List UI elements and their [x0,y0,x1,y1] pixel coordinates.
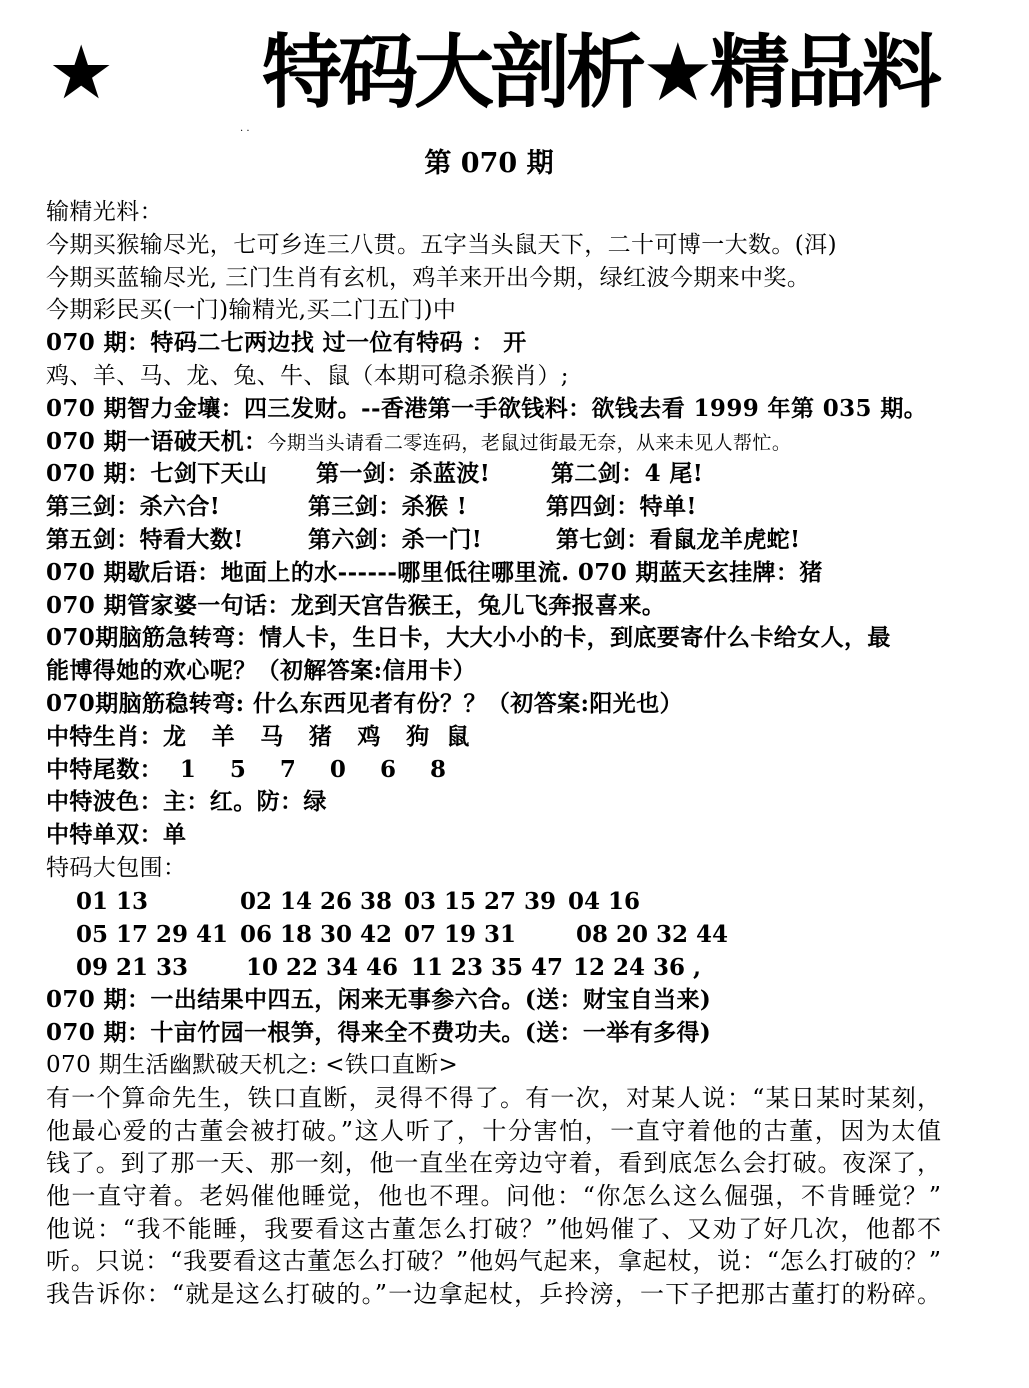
sword-row [46,524,1006,557]
number-cell: 04 16 [568,887,641,915]
text-line: 070 期管家婆一句话：龙到天宫告猴王，兔儿飞奔报喜来。 [46,591,666,619]
story-line: 有一个算命先生，铁口直断，灵得不得了。有一次，对某人说：“某日某时某刻， [46,1084,941,1113]
number-cell: 09 21 33 [76,953,189,981]
story-line: 他一直守着。老妈催他睡觉，他也不理。问他：“你怎么这么倔强，不肯睡觉？” [46,1181,941,1210]
number-cell: 05 17 29 41 [76,920,229,948]
number-grid-title: 特码大包围： [46,854,187,881]
number-cell: 08 20 32 44 [576,920,729,948]
number-cell: 01 13 [76,887,149,915]
number-grid-row [46,885,1006,918]
text-line: 070 期智力金壤：四三发财。--香港第一手欲钱料：欲钱去看 1999 年第 035 期。 [46,394,928,422]
page-title: 特码大剖析★精品料 [262,26,938,119]
number-cell: 10 22 34 46 [246,953,399,981]
number-grid-row [46,918,1006,951]
text-line: 输精光料： [46,199,163,225]
text-line: 070 期：十亩竹园一根笋，得来全不费功夫。(送：一举有多得) [46,1018,712,1046]
sword-item: 第二剑：4 尾! [551,460,704,488]
number-cell: 02 14 26 38 [240,887,393,915]
story-line: 他说：“我不能睡，我要看这古董怎么打破？”他妈催了、又劝了好几次，他都不 [46,1214,941,1243]
yuyu-line [46,426,1006,459]
sword-item: 第七剑：看鼠龙羊虎蛇! [556,525,801,553]
number-cell: 07 19 31 [404,920,517,948]
sword-item: 第六剑：杀一门! [308,525,483,553]
story-line: 他最心爱的古董会被打破。”这人听了，十分害怕，一直守着他的古董，因为太值 [46,1116,941,1145]
story-line: 听。只说：“我要看这古董怎么打破？”他妈气起来，拿起杖，说：“怎么打破的？” [46,1247,941,1276]
text-line: 鸡、羊、马、龙、兔、牛、鼠（本期可稳杀猴肖）; [46,362,569,389]
text-line: 能博得她的欢心呢？（初解答案:信用卡） [46,657,477,685]
sword-item: 第三剑：杀六合! [46,493,221,521]
text-line: 070期脑筋稳转弯: 什么东西见者有份？？（初答案:阳光也） [46,689,683,717]
star-icon: ★ [48,30,115,116]
yuyu-body: 今期当头请看二零连码，老鼠过街最无奈，从来未见人帮忙。 [267,431,792,454]
issue-number: 第 070 期 [424,148,554,179]
sword-row [46,458,1006,491]
text-line: 070期脑筋急转弯：情人卡，生日卡，大大小小的卡，到底要寄什么卡给女人，最 [46,624,891,652]
sword-item: 第四剑：特单! [546,493,697,521]
yuyu-head: 070 期一语破天机： [46,427,268,455]
text-line: 070 期生活幽默破天机之: <铁口直断> [46,1052,459,1079]
number-cell: 06 18 30 42 [240,920,393,948]
content [46,196,1006,1310]
sword-item: 070 期：七剑下天山 [46,460,268,488]
sword-item: 第三剑：杀猴 ! [308,493,468,521]
text-line: 今期买猴输尽光，七可乡连三八贯。五字当头鼠天下，二十可博一大数。(洱) [46,231,837,258]
sword-row [46,491,1006,524]
sword-item: 第一剑：杀蓝波! [316,460,491,488]
zodiac-line: 中特生肖：龙 羊 马 猪 鸡 狗 鼠 [46,722,470,750]
story-line: 钱了。到了那一天、那一刻，他一直坐在旁边守着，看到底怎么会打破。夜深了， [46,1149,941,1178]
text-line: 070 期：特码二七两边找 过一位有特码 ： 开 [46,329,527,357]
specks: . . [240,123,250,134]
sword-item: 第五剑：特看大数! [46,525,244,553]
text-line: 今期彩民买(一门)输精光,买二门五门)中 [46,297,457,324]
odd-even-line: 中特单双：单 [46,821,187,849]
number-cell: 12 24 36 , [573,953,702,981]
number-cell: 03 15 27 39 [404,887,557,915]
text-line: 070 期歇后语：地面上的水------哪里低往哪里流. 070 期蓝天玄挂牌：猪 [46,558,823,586]
number-grid-row [46,951,1006,984]
text-line: 070 期：一出结果中四五，闲来无事参六合。(送：财宝自当来) [46,985,712,1013]
text-line: 今期买蓝输尽光, 三门生肖有玄机，鸡羊来开出今期，绿红波今期来中奖。 [46,264,811,291]
tail-number-line: 中特尾数： 1 5 7 0 6 8 [46,755,447,783]
wave-color-line: 中特波色：主：红。防：绿 [46,788,327,816]
story-line: 我告诉你：“就是这么打破的。”一边拿起杖，乒拎滂，一下子把那古董打的粉碎。 [46,1279,941,1308]
number-cell: 11 23 35 47 [411,953,564,981]
header [0,0,1029,134]
